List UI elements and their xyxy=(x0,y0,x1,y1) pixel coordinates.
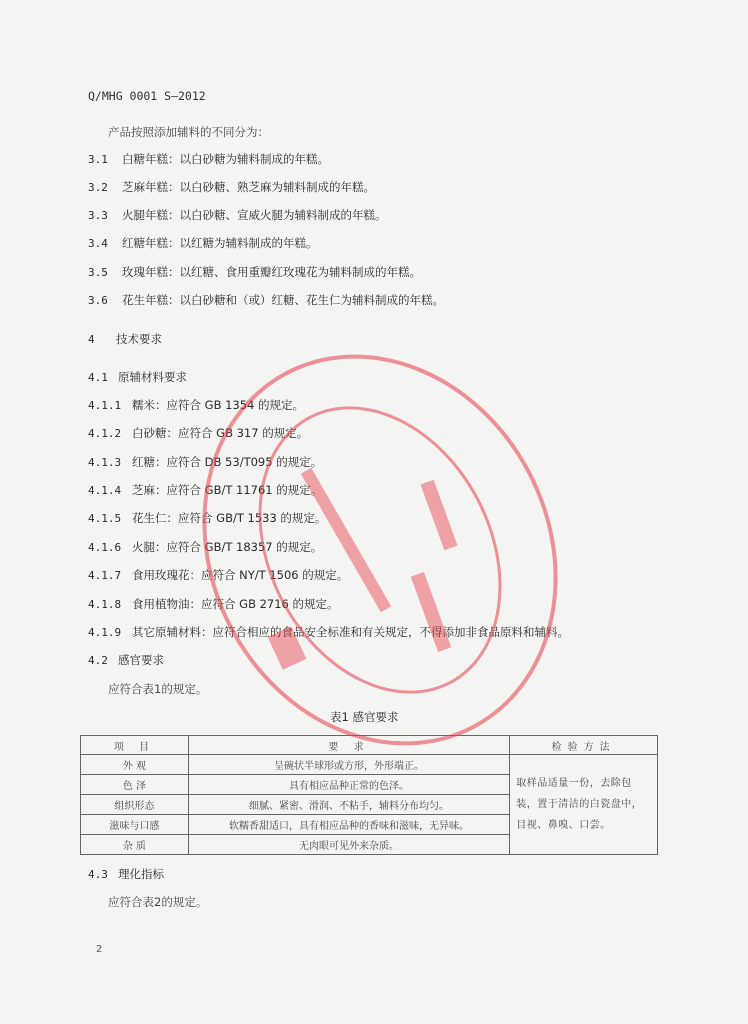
row-requirement: 呈碗状半球形或方形，外形端正。 xyxy=(188,755,509,775)
section-4-2-heading: 4.2 感官要求 xyxy=(88,653,164,667)
row-item: 色 泽 xyxy=(81,775,189,795)
header-requirement: 要 求 xyxy=(188,736,509,755)
material-4-1-4: 4.1.4 芝麻：应符合 GB/T 11761 的规定。 xyxy=(88,483,323,497)
material-4-1-6: 4.1.6 火腿：应符合 GB/T 18357 的规定。 xyxy=(88,540,323,554)
intro-text: 产品按照添加辅料的不同分为： xyxy=(108,125,269,139)
clause-3-4: 3.4 红糖年糕：以红糖为辅料制成的年糕。 xyxy=(88,236,318,250)
clause-3-6: 3.6 花生年糕：以白砂糖和（或）红糖、花生仁为辅料制成的年糕。 xyxy=(88,293,444,307)
clause-3-3: 3.3 火腿年糕：以白砂糖、宣威火腿为辅料制成的年糕。 xyxy=(88,208,387,222)
section-4-3-heading: 4.3 理化指标 xyxy=(88,867,164,881)
header-method: 检验方法 xyxy=(510,736,658,755)
material-4-1-8: 4.1.8 食用植物油：应符合 GB 2716 的规定。 xyxy=(88,597,339,611)
row-item: 外 观 xyxy=(81,755,189,775)
clause-3-2: 3.2 芝麻年糕：以白砂糖、熟芝麻为辅料制成的年糕。 xyxy=(88,180,375,194)
clause-3-1: 3.1 白糖年糕：以白砂糖为辅料制成的年糕。 xyxy=(88,152,329,166)
page-number: 2 xyxy=(96,944,103,955)
table-1-caption: 表1 感官要求 xyxy=(330,710,399,724)
material-4-1-5: 4.1.5 花生仁：应符合 GB/T 1533 的规定。 xyxy=(88,511,327,525)
material-4-1-3: 4.1.3 红糖：应符合 DB 53/T095 的规定。 xyxy=(88,455,323,469)
row-item: 组织形态 xyxy=(81,795,189,815)
table-header-row xyxy=(81,736,658,755)
material-4-1-9: 4.1.9 其它原辅材料：应符合相应的食品安全标准和有关规定，不得添加非食品原料和辅料。 xyxy=(88,625,569,639)
row-requirement: 软糯香甜适口，具有相应品种的香味和滋味，无异味。 xyxy=(188,815,509,835)
section-4-heading: 4 技术要求 xyxy=(88,332,162,346)
material-4-1-7: 4.1.7 食用玫瑰花：应符合 NY/T 1506 的规定。 xyxy=(88,568,349,582)
standard-code: Q/MHG 0001 S—2012 xyxy=(88,89,206,103)
table-row xyxy=(81,755,658,775)
row-item: 滋味与口感 xyxy=(81,815,189,835)
inspection-method: 取样品适量一份，去除包装，置于清洁的白瓷盘中，目视、鼻嗅、口尝。 xyxy=(510,755,658,855)
section-4-1-heading: 4.1 原辅材料要求 xyxy=(88,370,187,384)
section-4-2-body: 应符合表1的规定。 xyxy=(108,682,208,696)
sensory-requirements-table xyxy=(80,735,658,855)
header-item: 项 目 xyxy=(81,736,189,755)
seal-glyph-block xyxy=(420,480,457,551)
material-4-1-2: 4.1.2 白砂糖：应符合 GB 317 的规定。 xyxy=(88,426,309,440)
material-4-1-1: 4.1.1 糯米：应符合 GB 1354 的规定。 xyxy=(88,398,305,412)
section-4-3-body: 应符合表2的规定。 xyxy=(108,895,208,909)
row-requirement: 细腻、紧密、滑润、不粘手，辅料分布均匀。 xyxy=(188,795,509,815)
row-requirement: 具有相应品种正常的色泽。 xyxy=(188,775,509,795)
row-requirement: 无肉眼可见外来杂质。 xyxy=(188,835,509,855)
clause-3-5: 3.5 玫瑰年糕：以红糖、食用重瓣红玫瑰花为辅料制成的年糕。 xyxy=(88,265,421,279)
row-item: 杂 质 xyxy=(81,835,189,855)
